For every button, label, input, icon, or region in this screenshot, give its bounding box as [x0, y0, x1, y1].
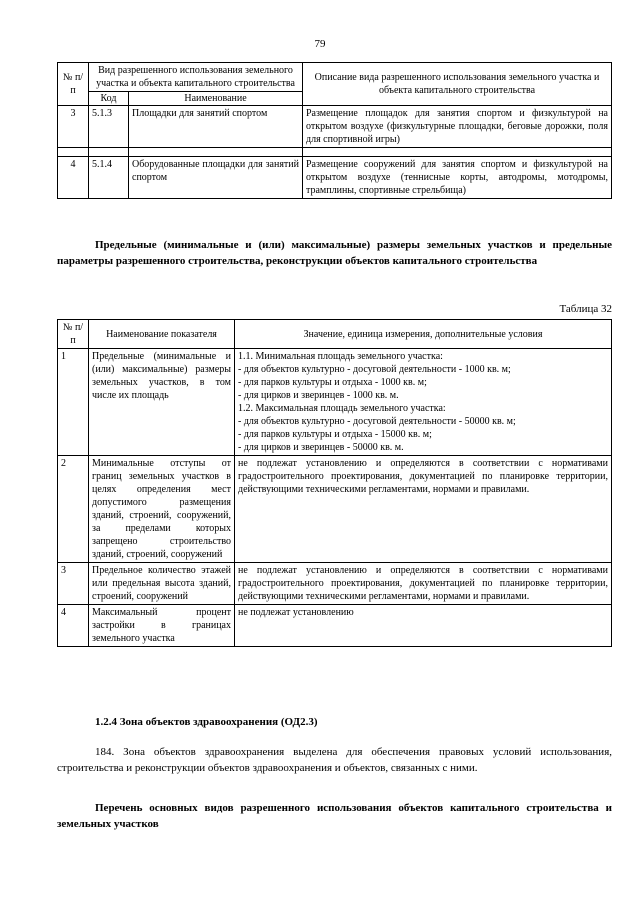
- row-code: 5.1.3: [89, 106, 129, 148]
- row-indicator: Предельные (минимальные и (или) максимальные) размеры земельных участков, в том числе их площадь: [89, 349, 235, 456]
- row-name: Оборудованные площадки для занятий спортом: [129, 157, 303, 199]
- header-description: Описание вида разрешенного использования земельного участка и объекта капитального строительства: [303, 63, 612, 106]
- row-value: не подлежат установлению и определяются в соответствии с нормативами градостроительного проектирования, документацией по планировке территории, действующими техническими регламентами, нормами и правилами.: [235, 563, 612, 605]
- row-description: Размещение сооружений для занятия спортом и физкультурой на открытом воздухе (теннисные корты, автодромы, мотодромы, трамплины, спортивные стрельбища): [303, 157, 612, 199]
- value-line: - для парков культуры и отдыха - 15000 кв. м;: [238, 429, 432, 440]
- row-num: 3: [58, 563, 89, 605]
- row-value: не подлежат установлению: [235, 605, 612, 647]
- row-num: 3: [58, 106, 89, 148]
- value-line: - для цирков и зверинцев - 50000 кв. м.: [238, 442, 404, 453]
- row-name: Площадки для занятий спортом: [129, 106, 303, 148]
- table-row: [58, 456, 612, 563]
- header-num: № п/п: [58, 320, 89, 349]
- land-use-table: [57, 62, 612, 199]
- row-num: 4: [58, 605, 89, 647]
- row-description: Размещение площадок для занятия спортом и физкультурой на открытом воздухе (физкультурные площадки, беговые дорожки, поля для спортивной игры): [303, 106, 612, 148]
- row-num: 2: [58, 456, 89, 563]
- header-use-type: Вид разрешенного использования земельного участка и объекта капитального строительства: [89, 63, 303, 92]
- row-indicator: Максимальный процент застройки в границах земельного участка: [89, 605, 235, 647]
- header-name: Наименование: [129, 92, 303, 106]
- row-value: [235, 349, 612, 456]
- subsection-title: 1.2.4 Зона объектов здравоохранения (ОД2.3): [95, 716, 318, 728]
- page-number: 79: [314, 38, 326, 50]
- table-row: [58, 605, 612, 647]
- table-row: [58, 349, 612, 456]
- row-num: 1: [58, 349, 89, 456]
- value-line: - для объектов культурно - досуговой деятельности - 50000 кв. м;: [238, 416, 516, 427]
- header-code: Код: [89, 92, 129, 106]
- table-row: [58, 563, 612, 605]
- table-caption: Таблица 32: [559, 303, 612, 315]
- paragraph-184: 184. Зона объектов здравоохранения выделена для обеспечения правовых условий использования, строительства и реконструкции объектов здравоохранения и объектов, связанных с ними.: [57, 746, 612, 774]
- value-line: - для цирков и зверинцев - 1000 кв. м.: [238, 390, 399, 401]
- row-indicator: Минимальные отступы от границ земельных участков в целях определения мест допустимого размещения зданий, строений, сооружений, за пределами которых запрещено строительство зданий, строений, сооружений: [89, 456, 235, 563]
- header-num: № п/п: [58, 63, 89, 106]
- section-heading-limits: Предельные (минимальные и (или) максимальные) размеры земельных участков и предельные параметры разрешенного строительства, реконструкции объектов капитального строительства: [57, 239, 612, 267]
- value-line: 1.2. Максимальная площадь земельного участка:: [238, 403, 446, 414]
- header-indicator: Наименование показателя: [89, 320, 235, 349]
- section-heading-main-uses: Перечень основных видов разрешенного использования объектов капитального строительства и земельных участков: [57, 802, 612, 830]
- row-code: 5.1.4: [89, 157, 129, 199]
- table-row: [58, 157, 612, 199]
- value-line: 1.1. Минимальная площадь земельного участка:: [238, 351, 443, 362]
- limits-table: [57, 319, 612, 647]
- row-indicator: Предельное количество этажей или предельная высота зданий, строений, сооружений: [89, 563, 235, 605]
- row-value: не подлежат установлению и определяются в соответствии с нормативами градостроительного проектирования, документацией по планировке территории, действующими техническими регламентами, нормами и правилами.: [235, 456, 612, 563]
- table-row: [58, 106, 612, 148]
- header-value: Значение, единица измерения, дополнительные условия: [235, 320, 612, 349]
- row-num: 4: [58, 157, 89, 199]
- value-line: - для парков культуры и отдыха - 1000 кв. м;: [238, 377, 427, 388]
- value-line: - для объектов культурно - досуговой деятельности - 1000 кв. м;: [238, 364, 511, 375]
